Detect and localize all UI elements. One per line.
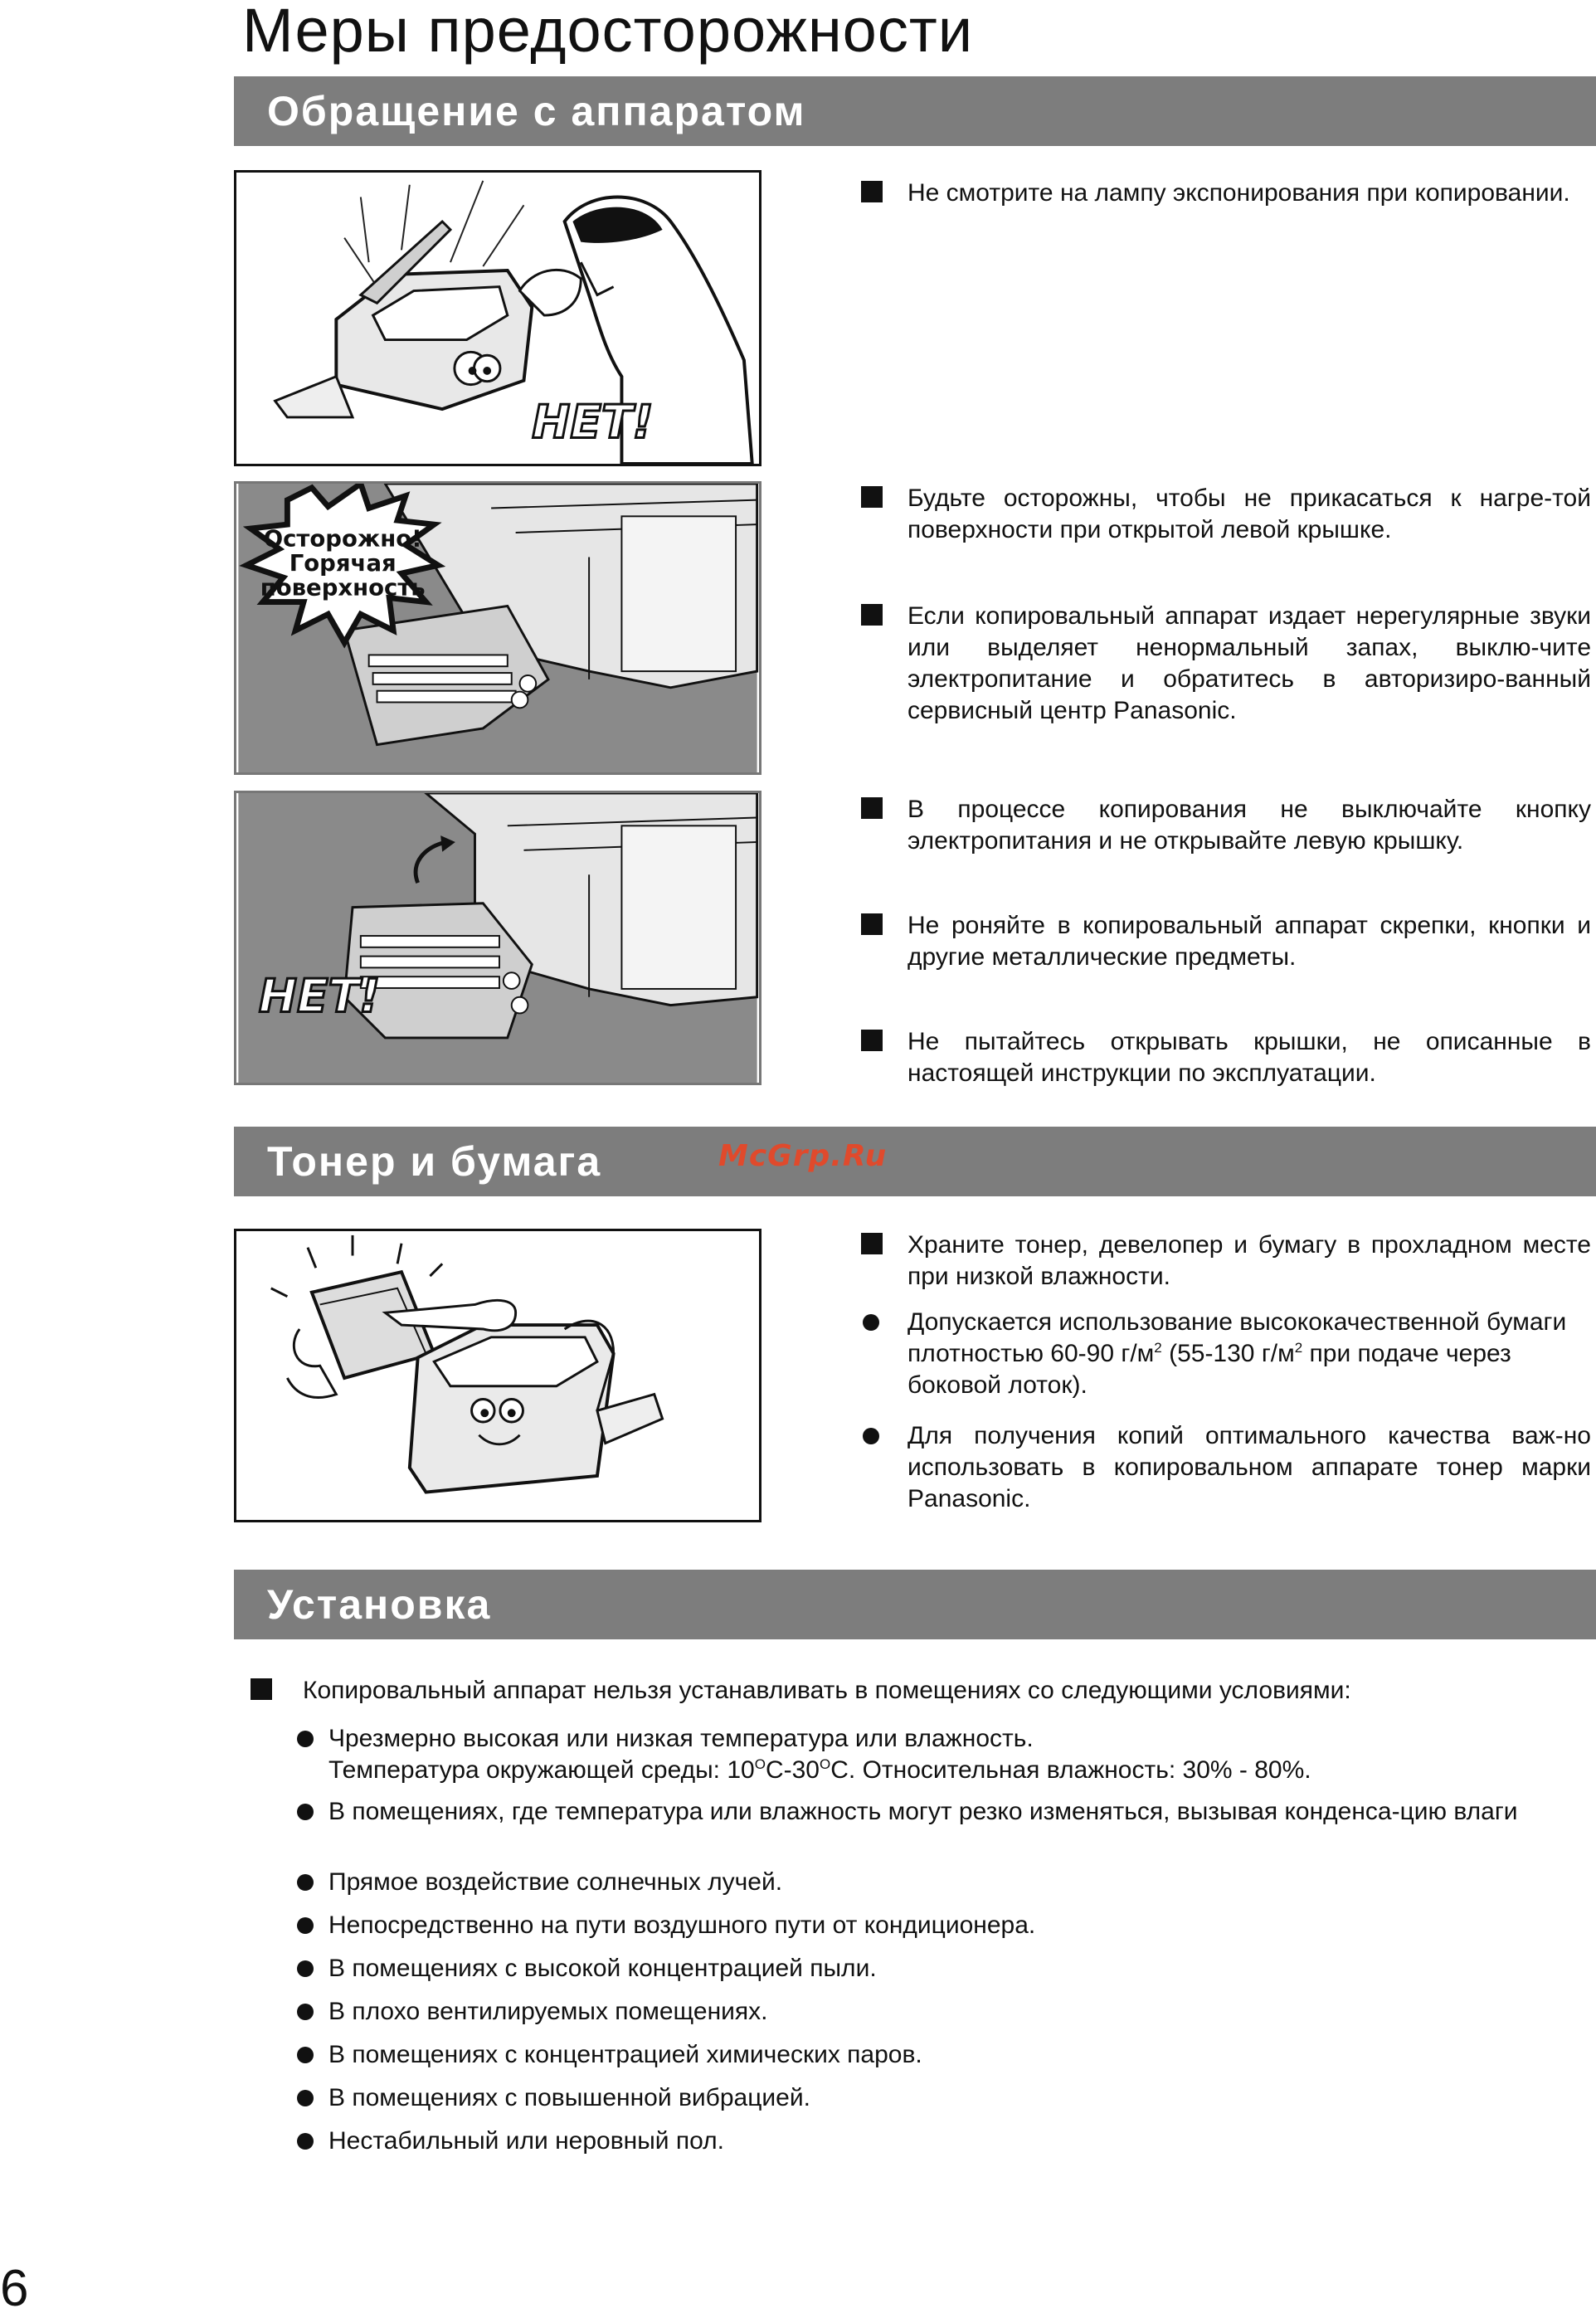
round-bullet-icon [297, 2133, 314, 2150]
watermark: McGrp.Ru [718, 1139, 888, 1173]
condition-text-part: C. Относительная влажность: 30% - 80%. [830, 1756, 1311, 1784]
degree-superscript: O [754, 1756, 766, 1772]
toner-paper-drawing [236, 1231, 759, 1520]
round-bullet-icon [297, 1874, 314, 1891]
condition-text: В плохо вентилируемых помещениях. [328, 1998, 768, 2025]
handling-item-text: Если копировальный аппарат издает нерегулярные звуки или выделяет ненормальный запах, выклю-чите электропитание и обратитесь в авторизиро-ванный сервисный центр Panasonic. [907, 602, 1591, 724]
toner-item-text: Для получения копий оптимального качества важ-но использовать в копировальном аппарате тонер марки Panasonic. [907, 1422, 1591, 1512]
condition-text: Непосредственно на пути воздушного пути от кондиционера. [328, 1911, 1036, 1939]
toner-item-text-part: (55-130 г/м [1161, 1340, 1295, 1367]
page-title: Меры предосторожности [242, 0, 974, 65]
square-bullet-icon [861, 181, 883, 202]
round-bullet-icon [297, 1917, 314, 1934]
handling-item-text: Не смотрите на лампу экспонирования при копировании. [907, 179, 1570, 207]
no-label-lamp: НЕТ! [532, 395, 654, 449]
hot-label-line-3: поверхность [260, 574, 426, 601]
handling-item-text: Будьте осторожны, чтобы не прикасаться к нагре-той поверхности при открытой левой крышке. [907, 485, 1591, 543]
no-open-drawing [236, 793, 759, 1083]
handling-item-text: В процессе копирования не выключайте кнопку электропитания и не открывайте левую крышку. [907, 796, 1591, 855]
condition-text-part: C-30 [765, 1756, 820, 1784]
toner-item-text-part: Допускается использование высококачественной бумаги плотностью 60-90 г/м [907, 1308, 1567, 1367]
hot-label-line-1: Осторожно! [263, 525, 422, 553]
illustration-no-open-cover [234, 791, 762, 1085]
installation-intro-text: Копировальный аппарат нельзя устанавливать в помещениях со следующими условиями: [303, 1677, 1351, 1704]
condition-text-line [328, 1755, 1589, 1786]
toner-item-text [907, 1307, 1591, 1401]
section-heading-handling: Обращение с аппаратом [234, 76, 1596, 146]
square-bullet-icon [251, 1678, 272, 1700]
square-bullet-icon [861, 604, 883, 626]
round-bullet-icon [297, 1804, 314, 1820]
page-number: 6 [0, 2260, 29, 2317]
section-heading-installation: Установка [234, 1570, 1596, 1639]
hot-label-line-2: Горячая [289, 550, 397, 577]
round-bullet-icon [863, 1428, 879, 1444]
no-label-open: НЕТ! [258, 969, 381, 1023]
illustration-lamp-warning [234, 170, 762, 466]
square-bullet-icon [861, 1233, 883, 1254]
condition-text: Нестабильный или неровный пол. [328, 2127, 724, 2155]
condition-text-line: Чрезмерно высокая или низкая температура или влажность. [328, 1725, 1034, 1752]
lamp-warning-drawing [236, 173, 759, 464]
round-bullet-icon [297, 2047, 314, 2063]
round-bullet-icon [297, 2004, 314, 2020]
illustration-hot-surface [234, 481, 762, 775]
square-bullet-icon [861, 797, 883, 819]
condition-text: В помещениях с повышенной вибрацией. [328, 2084, 810, 2111]
degree-superscript: O [820, 1756, 831, 1772]
superscript-2: 2 [1294, 1340, 1303, 1356]
condition-text [328, 1723, 1589, 1786]
round-bullet-icon [863, 1314, 879, 1331]
toner-item-text: Храните тонер, девелопер и бумагу в прохладном месте при низкой влажности. [907, 1231, 1591, 1290]
round-bullet-icon [297, 2090, 314, 2106]
superscript-2: 2 [1154, 1340, 1162, 1356]
illustration-toner-paper [234, 1229, 762, 1522]
round-bullet-icon [297, 1960, 314, 1977]
condition-text: Прямое воздействие солнечных лучей. [328, 1868, 783, 1896]
condition-text: В помещениях, где температура или влажность могут резко изменяться, вызывая конденса-цию влаги [328, 1798, 1518, 1825]
toner-item-text-part: при подаче через боковой лоток). [907, 1340, 1511, 1399]
condition-text: В помещениях с высокой концентрацией пыли. [328, 1955, 877, 1982]
handling-item-text: Не пытайтесь открывать крышки, не описанные в настоящей инструкции по эксплуатации. [907, 1028, 1591, 1087]
section-heading-toner: Тонер и бумага [234, 1127, 1596, 1196]
condition-text-part: Температура окружающей среды: 10 [328, 1756, 755, 1784]
square-bullet-icon [861, 486, 883, 508]
condition-text: В помещениях с концентрацией химических паров. [328, 2041, 922, 2068]
handling-item-text: Не роняйте в копировальный аппарат скрепки, кнопки и другие металлические предметы. [907, 912, 1591, 971]
round-bullet-icon [297, 1731, 314, 1747]
square-bullet-icon [861, 913, 883, 935]
square-bullet-icon [861, 1030, 883, 1051]
hot-surface-drawing [236, 484, 759, 772]
